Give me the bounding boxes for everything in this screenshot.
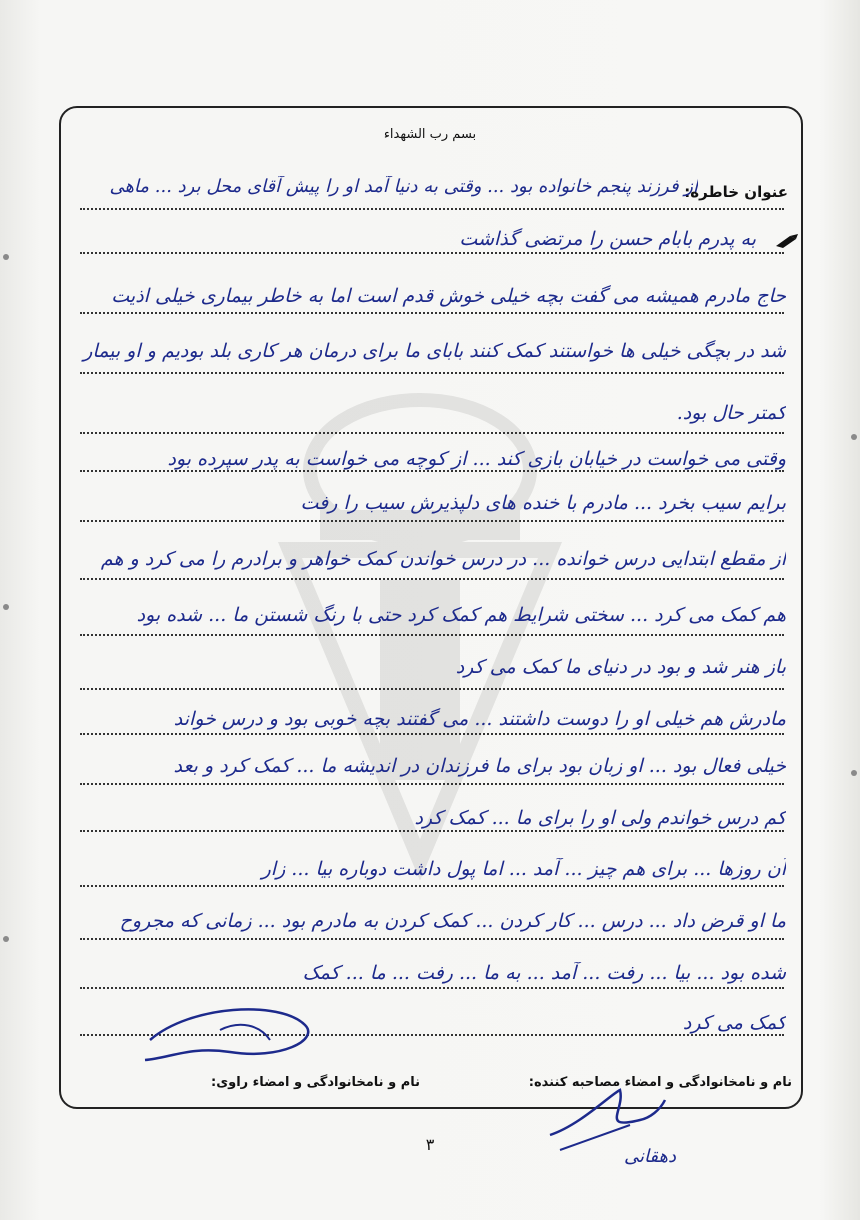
writing-line (80, 938, 784, 940)
punch-hole (851, 770, 857, 776)
svg-text:دهقانی: دهقانی (623, 1146, 677, 1167)
handwritten-line: آن روزها ... برای هم چیز ... آمد ... اما پول داشت دوباره بیا ... زار (261, 858, 786, 880)
handwritten-line: کمک می کرد (682, 1012, 786, 1034)
writing-line (80, 987, 784, 989)
handwritten-line: حاج مادرم همیشه می گفت بچه خیلی خوش قدم است اما به خاطر بیماری خیلی اذیت (111, 285, 786, 307)
pen-icon (774, 233, 800, 249)
writing-line (80, 783, 784, 785)
handwritten-line: کمتر حال بود. (676, 402, 786, 424)
form-header: بسم رب الشهداء (383, 127, 477, 142)
handwritten-line: وقتی می خواست در خیابان بازی کند ... از کوچه می خواست به پدر سپرده بود (167, 448, 786, 470)
writing-line (80, 634, 784, 636)
writing-line (80, 688, 784, 690)
handwritten-line: شد در بچگی خیلی ها خواستند کمک کنند بابای ما برای درمان هر کاری بلد بودیم و او بیمار (83, 340, 786, 362)
handwritten-line: ما او قرض داد ... درس ... کار کردن ... کمک کردن به مادرم بود ... زمانی که مجروح (119, 910, 786, 932)
writing-line (80, 520, 784, 522)
narrator-label: نام و نامخانوادگی و امضاء راوی: (211, 1075, 420, 1090)
interviewer-label: نام و نامخانوادگی و امضاء مصاحبه کننده: (528, 1075, 792, 1090)
writing-line (80, 830, 784, 832)
punch-hole (3, 936, 9, 942)
writing-line (80, 578, 784, 580)
writing-line (80, 372, 784, 374)
punch-hole (851, 434, 857, 440)
handwritten-line: کم درس خواندم ولی او را برای ما ... کمک کرد (414, 807, 786, 829)
writing-line (80, 252, 784, 254)
page-number: ۳ (425, 1135, 435, 1154)
title-handwriting: از فرزند پنجم خانواده بود ... وقتی به دنیا آمد او را پیش آقای محل برد ... ماهی (109, 176, 698, 197)
title-label: عنوان خاطره: (684, 183, 788, 201)
writing-line (80, 733, 784, 735)
punch-hole (3, 254, 9, 260)
narrator-signature (130, 1000, 330, 1070)
handwritten-line: شده بود ... بیا ... رفت ... آمد ... به ما ... رفت ... ما ... کمک (302, 962, 786, 984)
handwritten-line: به پدرم بابام حسن را مرتضی گذاشت (459, 228, 756, 250)
handwritten-line: خیلی فعال بود ... او زبان بود برای ما فرزندان در اندیشه ما ... کمک کرد و بعد (173, 755, 786, 777)
handwritten-line: مادرش هم خیلی او را دوست داشتند ... می گفتند بچه خوبی بود و درس خواند (173, 708, 786, 730)
handwritten-line: هم کمک می کرد ... سختی شرایط هم کمک کرد حتی با رنگ شستن ما ... شده بود (136, 604, 786, 626)
interviewer-signature (540, 1080, 690, 1170)
handwritten-line: برایم سیب بخرد ... مادرم با خنده های دلپذیرش سیب را رفت (300, 492, 786, 514)
handwritten-line: از مقطع ابتدایی درس خوانده ... در درس خواندن کمک خواهر و برادرم را می کرد و هم (100, 548, 786, 570)
writing-line (80, 208, 784, 210)
punch-hole (3, 604, 9, 610)
writing-line (80, 312, 784, 314)
writing-line (80, 885, 784, 887)
writing-line (80, 470, 784, 472)
handwritten-line: باز هنر شد و بود در دنیای ما کمک می کرد (455, 656, 786, 678)
writing-line (80, 432, 784, 434)
